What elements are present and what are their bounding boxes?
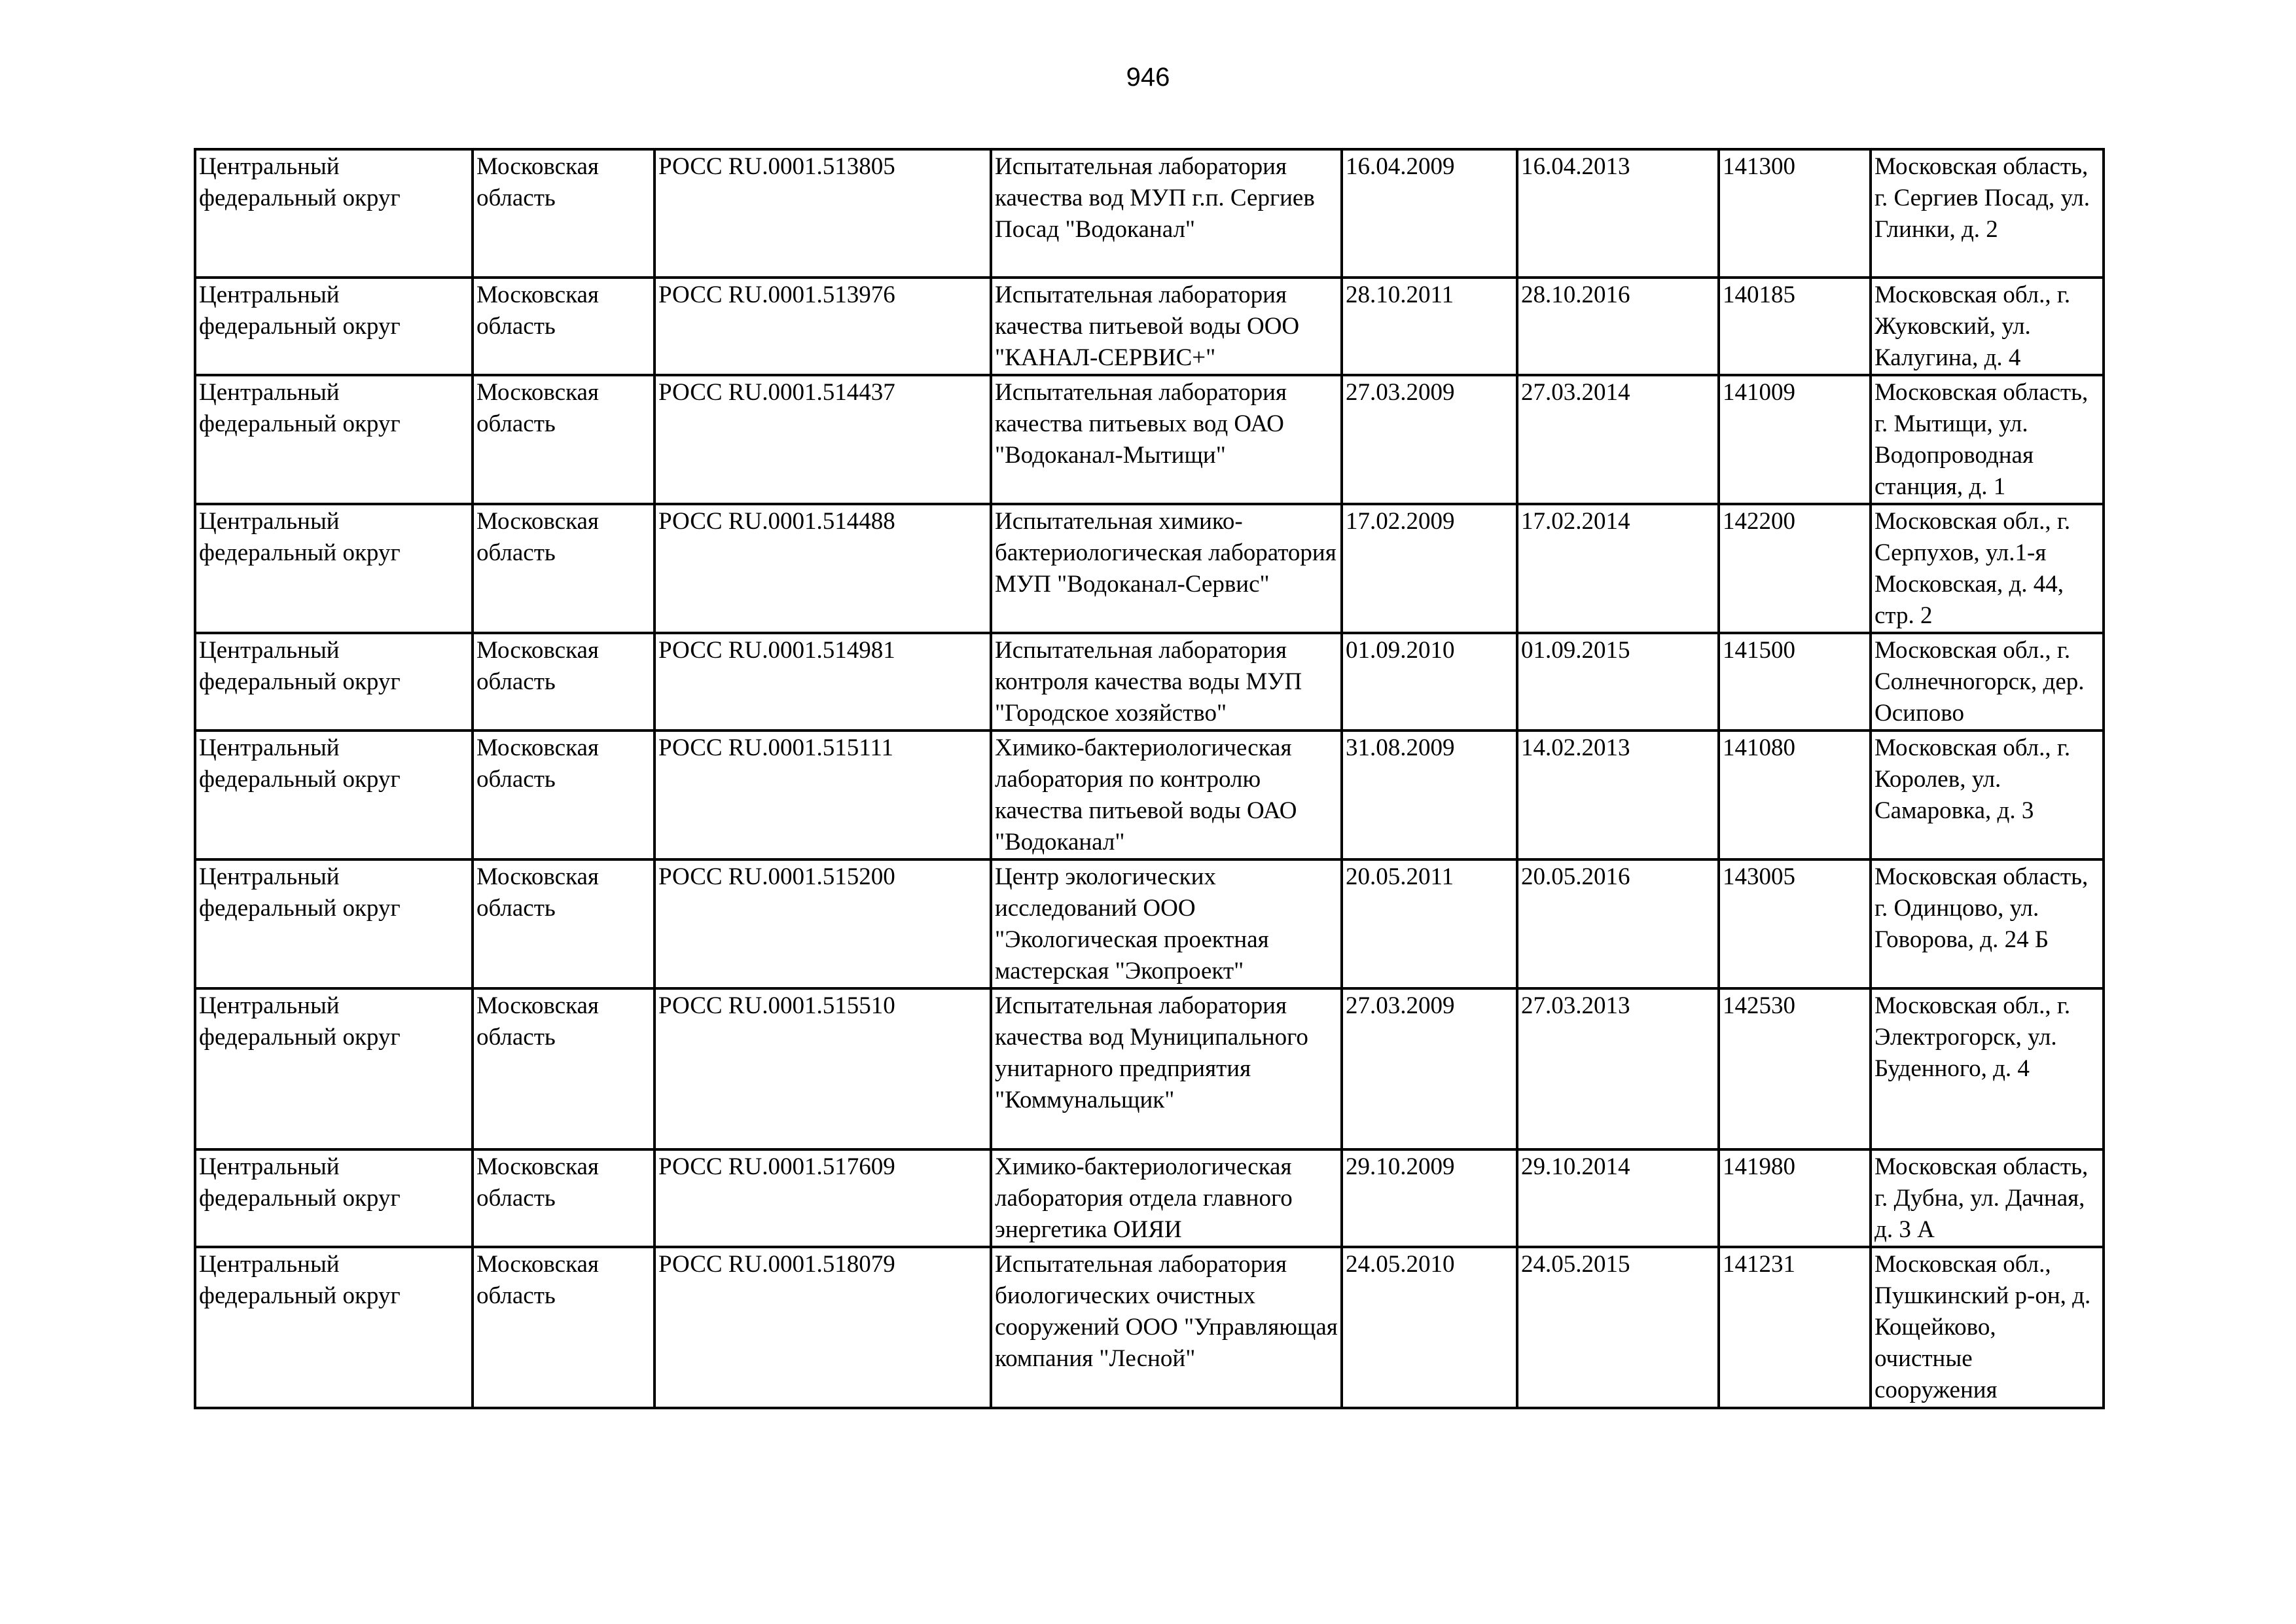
- cell-district: Центральный федеральный округ: [195, 1149, 473, 1247]
- cell-address: Московская обл., г. Солнечногорск, дер. Осипово: [1871, 633, 2104, 731]
- cell-region: Московская область: [473, 633, 655, 731]
- cell-postcode: 141080: [1719, 731, 1871, 859]
- cell-address: Московская область, г. Одинцово, ул. Говорова, д. 24 Б: [1871, 859, 2104, 988]
- cell-region: Московская область: [473, 859, 655, 988]
- cell-postcode: 142200: [1719, 504, 1871, 633]
- cell-postcode: 141009: [1719, 375, 1871, 504]
- cell-date-to: 27.03.2013: [1517, 988, 1719, 1149]
- cell-district: Центральный федеральный округ: [195, 731, 473, 859]
- cell-cert-no: РОСС RU.0001.513976: [655, 278, 991, 375]
- page-number: 946: [1126, 63, 1170, 92]
- cell-cert-no: РОСС RU.0001.514981: [655, 633, 991, 731]
- table-row: [195, 1247, 2104, 1408]
- cell-date-from: 31.08.2009: [1342, 731, 1517, 859]
- cell-date-from: 27.03.2009: [1342, 375, 1517, 504]
- cell-lab-name: Испытательная лаборатория качества вод Муниципального унитарного предприятия "Коммунальщик": [991, 988, 1342, 1149]
- cell-lab-name: Центр экологических исследований ООО "Экологическая проектная мастерская "Экопроект": [991, 859, 1342, 988]
- cell-date-from: 29.10.2009: [1342, 1149, 1517, 1247]
- cell-lab-name: Химико-бактериологическая лаборатория отдела главного энергетика ОИЯИ: [991, 1149, 1342, 1247]
- cell-date-to: 20.05.2016: [1517, 859, 1719, 988]
- cell-region: Московская область: [473, 1247, 655, 1408]
- cell-address: Московская обл., Пушкинский р-он, д. Кощейково, очистные сооружения: [1871, 1247, 2104, 1408]
- cell-postcode: 142530: [1719, 988, 1871, 1149]
- cell-region: Московская область: [473, 988, 655, 1149]
- cell-date-to: 27.03.2014: [1517, 375, 1719, 504]
- cell-address: Московская область, г. Дубна, ул. Дачная, д. 3 А: [1871, 1149, 2104, 1247]
- cell-lab-name: Испытательная лаборатория качества питьевой воды ООО "КАНАЛ-СЕРВИС+": [991, 278, 1342, 375]
- table-row: [195, 149, 2104, 278]
- cell-address: Московская область, г. Мытищи, ул. Водопроводная станция, д. 1: [1871, 375, 2104, 504]
- table-row: [195, 859, 2104, 988]
- cell-address: Московская обл., г. Электрогорск, ул. Буденного, д. 4: [1871, 988, 2104, 1149]
- cell-cert-no: РОСС RU.0001.514437: [655, 375, 991, 504]
- table-row: [195, 633, 2104, 731]
- cell-region: Московская область: [473, 1149, 655, 1247]
- cell-date-from: 20.05.2011: [1342, 859, 1517, 988]
- cell-cert-no: РОСС RU.0001.515200: [655, 859, 991, 988]
- cell-lab-name: Испытательная лаборатория качества питьевых вод ОАО "Водоканал-Мытищи": [991, 375, 1342, 504]
- cell-region: Московская область: [473, 149, 655, 278]
- cell-lab-name: Испытательная лаборатория контроля качества воды МУП "Городское хозяйство": [991, 633, 1342, 731]
- cell-date-from: 17.02.2009: [1342, 504, 1517, 633]
- cell-region: Московская область: [473, 278, 655, 375]
- cell-date-from: 28.10.2011: [1342, 278, 1517, 375]
- cell-district: Центральный федеральный округ: [195, 1247, 473, 1408]
- laboratory-registry-table: [194, 148, 2105, 1409]
- cell-date-to: 29.10.2014: [1517, 1149, 1719, 1247]
- cell-address: Московская обл., г. Королев, ул. Самаровка, д. 3: [1871, 731, 2104, 859]
- cell-address: Московская обл., г. Жуковский, ул. Калугина, д. 4: [1871, 278, 2104, 375]
- cell-address: Московская область, г. Сергиев Посад, ул. Глинки, д. 2: [1871, 149, 2104, 278]
- cell-postcode: 141500: [1719, 633, 1871, 731]
- cell-date-to: 28.10.2016: [1517, 278, 1719, 375]
- cell-region: Московская область: [473, 375, 655, 504]
- cell-postcode: 143005: [1719, 859, 1871, 988]
- cell-date-from: 24.05.2010: [1342, 1247, 1517, 1408]
- cell-lab-name: Испытательная химико-бактериологическая лаборатория МУП "Водоканал-Сервис": [991, 504, 1342, 633]
- cell-cert-no: РОСС RU.0001.514488: [655, 504, 991, 633]
- cell-date-to: 17.02.2014: [1517, 504, 1719, 633]
- cell-date-to: 16.04.2013: [1517, 149, 1719, 278]
- table-row: [195, 1149, 2104, 1247]
- cell-postcode: 141231: [1719, 1247, 1871, 1408]
- cell-cert-no: РОСС RU.0001.517609: [655, 1149, 991, 1247]
- cell-region: Московская область: [473, 504, 655, 633]
- cell-lab-name: Испытательная лаборатория качества вод МУП г.п. Сергиев Посад "Водоканал": [991, 149, 1342, 278]
- cell-district: Центральный федеральный округ: [195, 859, 473, 988]
- cell-address: Московская обл., г. Серпухов, ул.1-я Московская, д. 44, стр. 2: [1871, 504, 2104, 633]
- cell-cert-no: РОСС RU.0001.515510: [655, 988, 991, 1149]
- table-row: [195, 988, 2104, 1149]
- cell-lab-name: Испытательная лаборатория биологических очистных сооружений ООО "Управляющая компания "Лесной": [991, 1247, 1342, 1408]
- cell-cert-no: РОСС RU.0001.515111: [655, 731, 991, 859]
- cell-cert-no: РОСС RU.0001.513805: [655, 149, 991, 278]
- cell-postcode: 141300: [1719, 149, 1871, 278]
- cell-region: Московская область: [473, 731, 655, 859]
- cell-district: Центральный федеральный округ: [195, 633, 473, 731]
- cell-district: Центральный федеральный округ: [195, 278, 473, 375]
- table-body: [195, 149, 2104, 1408]
- table-row: [195, 504, 2104, 633]
- cell-postcode: 140185: [1719, 278, 1871, 375]
- cell-date-to: 14.02.2013: [1517, 731, 1719, 859]
- cell-district: Центральный федеральный округ: [195, 375, 473, 504]
- cell-date-from: 01.09.2010: [1342, 633, 1517, 731]
- cell-lab-name: Химико-бактериологическая лаборатория по контролю качества питьевой воды ОАО "Водоканал": [991, 731, 1342, 859]
- cell-date-from: 27.03.2009: [1342, 988, 1517, 1149]
- cell-cert-no: РОСС RU.0001.518079: [655, 1247, 991, 1408]
- cell-date-to: 01.09.2015: [1517, 633, 1719, 731]
- cell-date-to: 24.05.2015: [1517, 1247, 1719, 1408]
- cell-district: Центральный федеральный округ: [195, 988, 473, 1149]
- cell-district: Центральный федеральный округ: [195, 149, 473, 278]
- cell-date-from: 16.04.2009: [1342, 149, 1517, 278]
- table-row: [195, 375, 2104, 504]
- table-row: [195, 731, 2104, 859]
- table-row: [195, 278, 2104, 375]
- cell-postcode: 141980: [1719, 1149, 1871, 1247]
- cell-district: Центральный федеральный округ: [195, 504, 473, 633]
